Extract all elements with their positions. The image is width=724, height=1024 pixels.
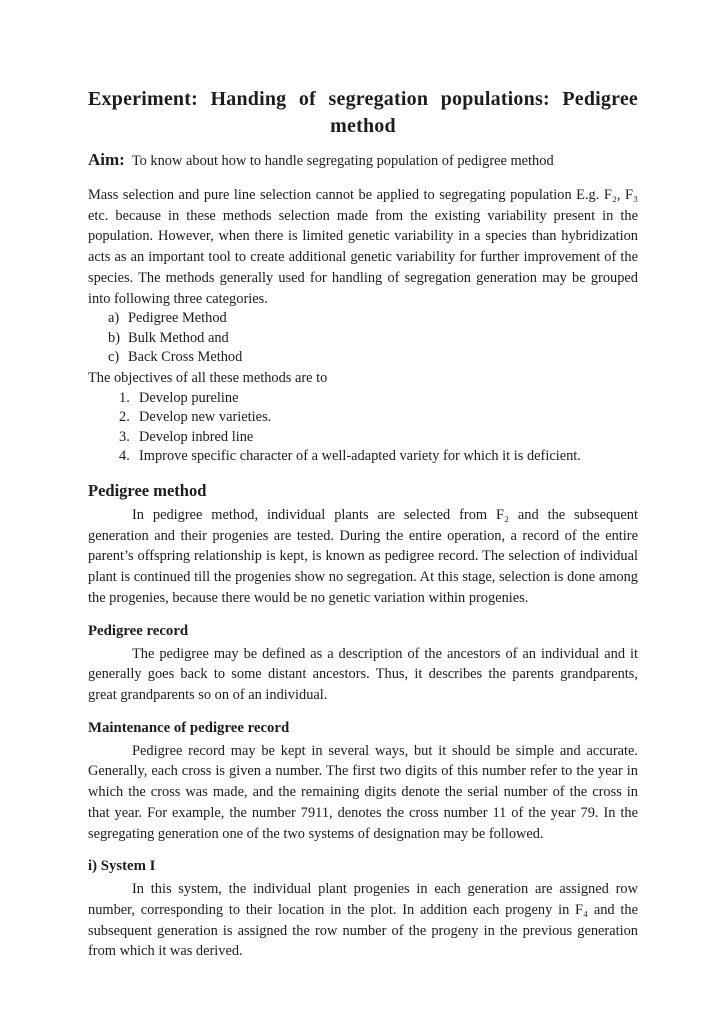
section-heading-system-1: i) System I: [88, 858, 156, 875]
list-item-text: Pedigree Method: [128, 310, 227, 327]
list-item: [108, 329, 638, 349]
aim-label: Aim:: [88, 150, 125, 169]
list-marker: 1.: [119, 389, 130, 406]
objectives-intro: The objectives of all these methods are to: [88, 370, 328, 386]
list-item-text: Develop new varieties.: [139, 409, 272, 426]
section-heading-pedigree-method: Pedigree method: [88, 481, 207, 501]
section-body-pedigree-record: The pedigree may be defined as a description of the ancestors of an individual and it generally goes back to some distant ancestors. Thus, it describes the parents grandparents, great grandparents so on of an individual.: [88, 645, 638, 703]
intro-paragraph: Mass selection and pure line selection cannot be applied to segregating population E.g. F₂, F₃ etc. because in these methods selection made from the existing variability present in the population. However, when there is limited genetic variability in a species than hybridization acts as an important tool to create additional genetic variability for further improvement of the species. The methods generally used for handling of segregation generation may be grouped into following three categories.: [88, 187, 638, 307]
list-item: [119, 389, 638, 409]
list-item-text: Improve specific character of a well-adapted variety for which it is deficient.: [139, 448, 581, 465]
list-item: [119, 408, 638, 428]
list-item: [119, 428, 638, 448]
list-marker: a): [108, 310, 120, 327]
section-body-pedigree-method: In pedigree method, individual plants are selected from F₂ and the subsequent generation and their progenies are tested. During the entire operation, a record of the entire parent’s offspring relationship is kept, is known as pedigree record. The selection of individual plant is continued till the progenies show no segregation. At this stage, selection is done among the progenies, because there would be no genetic variation within progenies.: [88, 507, 638, 606]
list-marker: 3.: [119, 428, 130, 445]
list-item-text: Develop inbred line: [139, 428, 254, 445]
aim-text: To know about how to handle segregating population of pedigree method: [131, 153, 554, 169]
list-marker: 4.: [119, 448, 130, 465]
list-item: [119, 447, 638, 467]
aim-line: [88, 149, 638, 172]
list-item-text: Back Cross Method: [128, 349, 243, 366]
list-item-text: Bulk Method and: [128, 329, 229, 346]
list-marker: c): [108, 349, 120, 366]
section-heading-maintenance: Maintenance of pedigree record: [88, 719, 290, 736]
section-body-maintenance: Pedigree record may be kept in several ways, but it should be simple and accurate. Generally, each cross is given a number. The first two digits of this number refer to the year in which the cross was made, and the remaining digits denote the serial number of the cross in that year. For example, the number 7911, denotes the cross number 11 of the year 79. In the segregating generation one of the two systems of designation may be followed.: [88, 742, 638, 842]
document-title: Experiment: Handing of segregation populations: Pedigree method: [88, 88, 638, 137]
objectives-list: [88, 389, 638, 467]
section-heading-pedigree-record: Pedigree record: [88, 622, 189, 639]
section-body-system-1: In this system, the individual plant progenies in each generation are assigned row number, corresponding to their location in the plot. In addition each progeny in F₄ and the subsequent generation is assigned the row number of the progeny in the previous generation from which it was derived.: [88, 881, 638, 960]
category-list: [88, 309, 638, 368]
list-marker: 2.: [119, 409, 130, 426]
list-marker: b): [108, 329, 120, 346]
list-item: [108, 309, 638, 329]
list-item: [108, 348, 638, 368]
list-item-text: Develop pureline: [139, 389, 239, 406]
